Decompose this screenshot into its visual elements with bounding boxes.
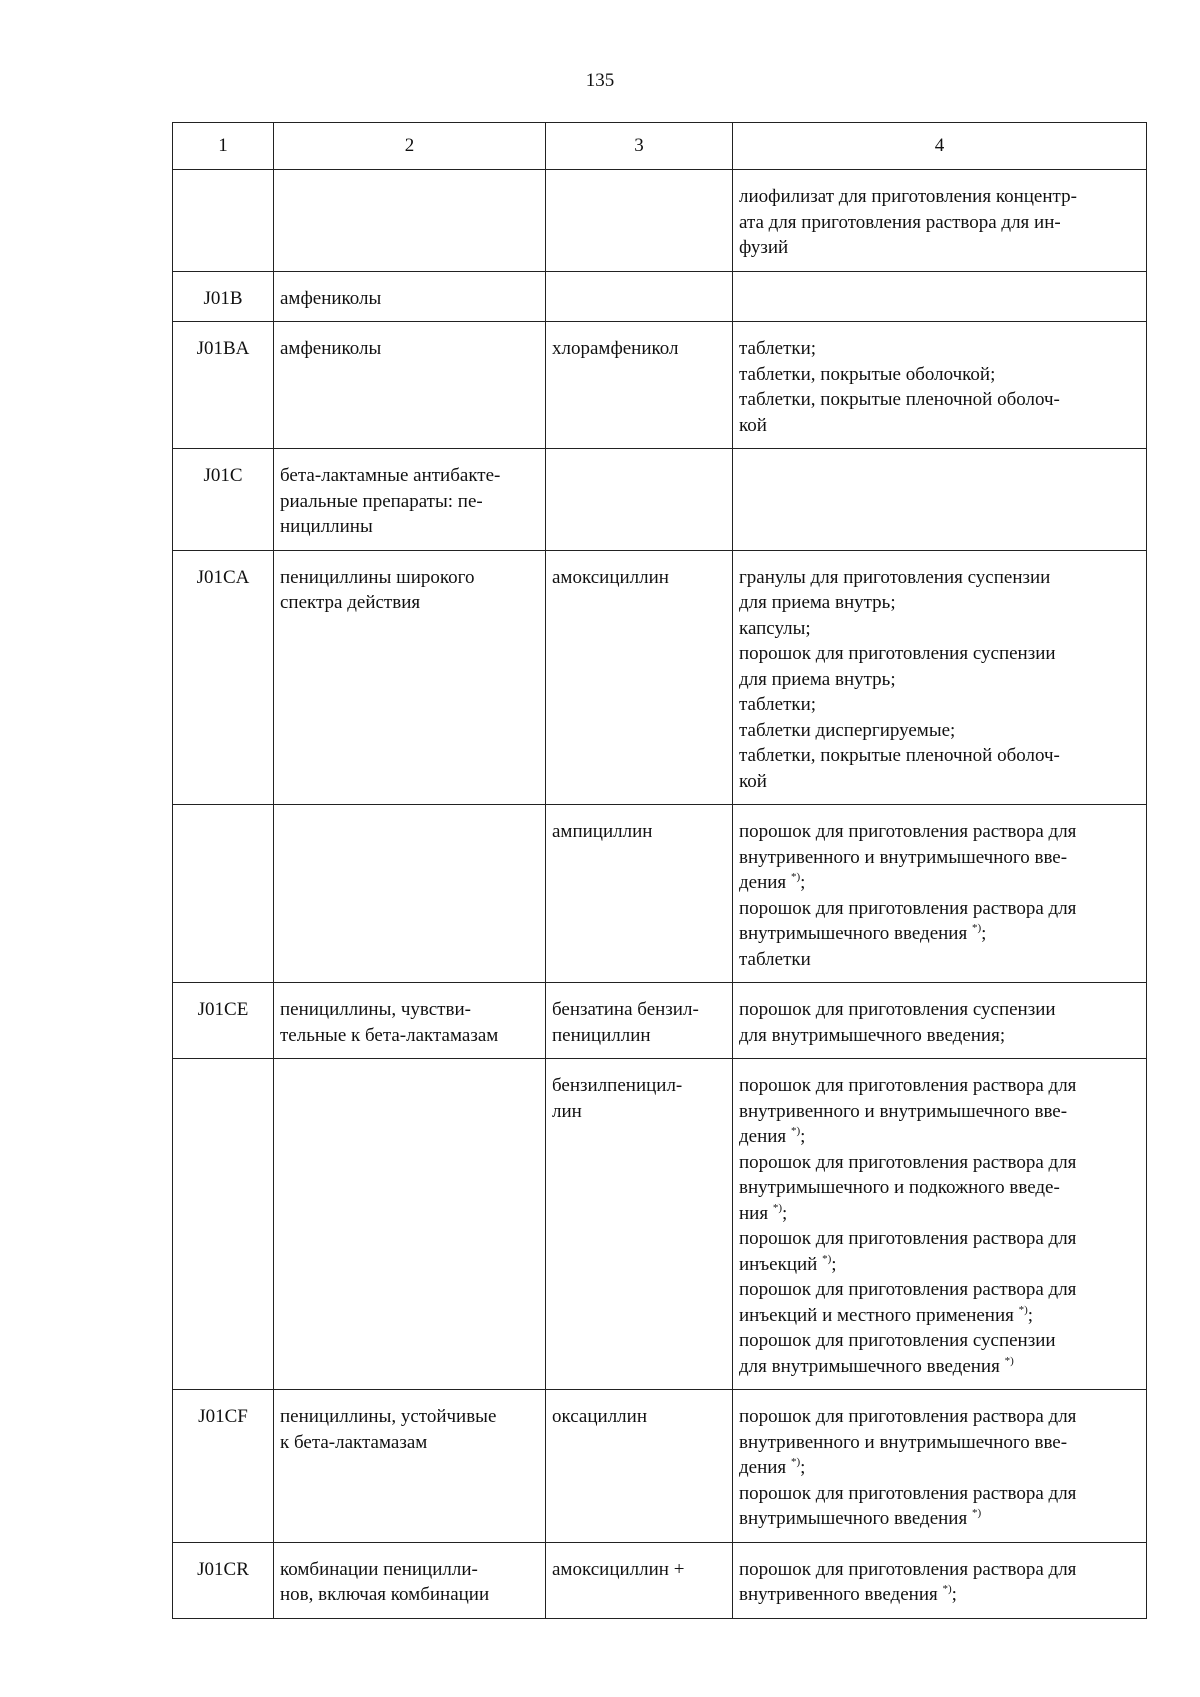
punctuation: ; <box>1027 1304 1034 1326</box>
dosage-form-text: дения <box>739 1126 791 1147</box>
dosage-form-line <box>739 616 1140 642</box>
dosage-form-text: гранулы для приготовления суспензии <box>739 566 1051 588</box>
drug-name-cell <box>546 1059 733 1390</box>
pharmacological-group-cell <box>274 805 546 983</box>
drug-name-cell-line: амоксициллин + <box>552 1558 685 1580</box>
dosage-form-line <box>739 997 1140 1023</box>
pharmacological-group-cell-line: пенициллины, устойчивые <box>280 1406 497 1427</box>
dosage-form-line <box>739 1455 1140 1481</box>
dosage-form-line <box>739 1303 1140 1329</box>
dosage-form-line <box>739 1404 1140 1430</box>
dosage-form-text: для приема внутрь; <box>739 592 896 613</box>
column-header-1: 1 <box>173 123 274 170</box>
drug-name-cell <box>546 983 733 1059</box>
dosage-form-text: дения <box>739 1457 791 1478</box>
dosage-form-text: лиофилизат для приготовления концентр- <box>739 186 1077 207</box>
dosage-form-text: таблетки, покрытые пленочной оболоч- <box>739 389 1060 410</box>
pharmacological-group-cell-line: риальные препараты: пе- <box>280 490 483 512</box>
pharmacological-group-cell-line: пенициллины, чувстви- <box>280 999 471 1020</box>
dosage-form-line <box>739 1226 1140 1252</box>
dosage-form-line <box>739 743 1140 769</box>
dosage-form-line <box>739 641 1140 667</box>
footnote-marker: *) <box>971 922 982 934</box>
dosage-form-text: внутривенного введения <box>739 1584 943 1605</box>
footnote-marker: *) <box>1004 1354 1014 1367</box>
table-row <box>173 449 1147 551</box>
dosage-form-line <box>739 1252 1140 1278</box>
dosage-form-line <box>739 718 1140 744</box>
dosage-form-line <box>739 667 1140 693</box>
drug-name-cell <box>546 449 733 551</box>
footnote-marker: *) <box>790 1125 801 1137</box>
dosage-form-text: таблетки диспергируемые; <box>739 719 956 741</box>
drug-name-cell-line: амоксициллин <box>552 566 669 588</box>
dosage-form-line <box>739 590 1140 616</box>
dosage-forms-cell <box>733 983 1147 1059</box>
drug-name-cell <box>546 550 733 805</box>
dosage-form-line <box>739 1201 1140 1227</box>
pharmacological-group-cell-line: нов, включая комбинации <box>280 1584 490 1605</box>
pharmacological-group-cell <box>274 271 546 322</box>
dosage-form-text: внутривенного и внутримышечного вве- <box>739 846 1068 868</box>
dosage-form-line <box>739 1481 1140 1507</box>
dosage-form-line <box>739 870 1140 896</box>
dosage-form-line <box>739 1150 1140 1176</box>
pharmacological-group-cell-line: к бета-лактамазам <box>280 1431 428 1453</box>
dosage-form-text: таблетки; <box>739 338 817 359</box>
dosage-form-line <box>739 769 1140 795</box>
dosage-form-text: таблетки <box>739 948 811 970</box>
drug-name-cell-line: хлорамфеникол <box>552 338 679 359</box>
drug-name-cell <box>546 322 733 449</box>
drug-name-cell <box>546 1542 733 1618</box>
dosage-forms-cell <box>733 1390 1147 1543</box>
dosage-form-line <box>739 1354 1140 1380</box>
dosage-form-text: внутримышечного и подкожного введе- <box>739 1177 1060 1198</box>
dosage-form-text: для внутримышечного введения; <box>739 1024 1006 1046</box>
dosage-form-text: порошок для приготовления раствора для <box>739 897 1077 919</box>
dosage-form-line <box>739 210 1140 236</box>
dosage-form-line <box>739 1506 1140 1532</box>
dosage-forms-cell <box>733 805 1147 983</box>
dosage-form-line <box>739 413 1140 439</box>
pharmacological-group-cell <box>274 983 546 1059</box>
pharmacological-group-cell-line: тельные к бета-лактамазам <box>280 1024 499 1046</box>
dosage-forms-cell <box>733 1059 1147 1390</box>
drug-name-cell-line: лин <box>552 1100 582 1122</box>
dosage-form-text: капсулы; <box>739 617 811 639</box>
dosage-form-line <box>739 184 1140 210</box>
pharmacological-group-cell <box>274 170 546 272</box>
drug-name-cell <box>546 1390 733 1543</box>
punctuation: ; <box>800 1126 806 1147</box>
dosage-form-line <box>739 1277 1140 1303</box>
dosage-form-text: порошок для приготовления раствора для <box>739 1279 1077 1300</box>
dosage-form-text: порошок для приготовления раствора для <box>739 1151 1077 1173</box>
dosage-form-line <box>739 1328 1140 1354</box>
dosage-form-text: порошок для приготовления суспензии <box>739 643 1056 664</box>
drug-name-cell-line: бензатина бензил- <box>552 999 699 1020</box>
dosage-forms-cell <box>733 550 1147 805</box>
pharmacological-group-cell-line: нициллины <box>280 516 373 537</box>
dosage-form-text: таблетки, покрытые оболочкой; <box>739 363 996 385</box>
dosage-form-text: таблетки; <box>739 694 817 715</box>
dosage-form-text: для внутримышечного введения <box>739 1355 1005 1377</box>
dosage-forms-cell <box>733 170 1147 272</box>
dosage-form-text: внутримышечного введения <box>739 1508 972 1529</box>
dosage-form-line <box>739 1175 1140 1201</box>
table-row <box>173 322 1147 449</box>
table-row <box>173 550 1147 805</box>
atc-code-cell: J01CF <box>173 1390 274 1543</box>
footnote-marker: *) <box>942 1583 952 1595</box>
drug-name-cell <box>546 271 733 322</box>
table-row <box>173 271 1147 322</box>
dosage-form-line <box>739 947 1140 973</box>
pharmacological-group-cell <box>274 1542 546 1618</box>
atc-code-cell <box>173 170 274 272</box>
dosage-forms-cell <box>733 322 1147 449</box>
atc-code-cell <box>173 1059 274 1390</box>
drug-name-cell-line: ампициллин <box>552 821 653 842</box>
punctuation: ; <box>800 1457 806 1478</box>
pharmacological-group-cell <box>274 449 546 551</box>
dosage-form-text: порошок для приготовления раствора для <box>739 1075 1077 1096</box>
dosage-form-line <box>739 565 1140 591</box>
dosage-form-text: фузий <box>739 237 789 258</box>
footnote-marker: *) <box>790 1456 801 1468</box>
atc-code-cell <box>173 805 274 983</box>
footnote-marker: *) <box>790 871 801 883</box>
dosage-form-text: кой <box>739 414 767 436</box>
dosage-form-line <box>739 692 1140 718</box>
dosage-form-line <box>739 1124 1140 1150</box>
table-row <box>173 1059 1147 1390</box>
table-body <box>173 170 1147 1619</box>
column-header-3: 3 <box>546 123 733 170</box>
dosage-form-text: инъекций и местного применения <box>739 1304 1019 1326</box>
pharmacological-group-cell <box>274 1390 546 1543</box>
table-header-row <box>173 123 1147 170</box>
dosage-form-text: внутривенного и внутримышечного вве- <box>739 1100 1068 1122</box>
dosage-form-text: порошок для приготовления суспензии <box>739 1330 1056 1351</box>
atc-code-cell: J01BA <box>173 322 274 449</box>
dosage-form-line <box>739 387 1140 413</box>
dosage-form-text: порошок для приготовления суспензии <box>739 999 1056 1020</box>
pharmacological-group-cell-line: комбинации пеницилли- <box>280 1558 478 1580</box>
dosage-form-text: внутривенного и внутримышечного вве- <box>739 1431 1068 1453</box>
dosage-form-line <box>739 819 1140 845</box>
dosage-form-text: порошок для приготовления раствора для <box>739 1228 1077 1249</box>
dosage-form-line <box>739 1557 1140 1583</box>
dosage-form-text: кой <box>739 770 767 792</box>
drug-name-cell-line: пенициллин <box>552 1024 651 1046</box>
dosage-form-text: ата для приготовления раствора для ин- <box>739 211 1061 233</box>
dosage-form-text: внутримышечного введения <box>739 923 972 944</box>
punctuation: ; <box>981 923 987 944</box>
footnote-marker: *) <box>772 1201 782 1214</box>
dosage-form-line <box>739 896 1140 922</box>
dosage-form-line <box>739 1430 1140 1456</box>
footnote-marker: *) <box>971 1507 982 1519</box>
footnote-marker: *) <box>1018 1303 1028 1316</box>
punctuation: ; <box>831 1253 837 1275</box>
dosage-forms-cell <box>733 271 1147 322</box>
dosage-form-line <box>739 336 1140 362</box>
dosage-form-text: ния <box>739 1202 773 1224</box>
atc-code-cell: J01B <box>173 271 274 322</box>
dosage-form-line <box>739 362 1140 388</box>
punctuation: ; <box>782 1202 788 1224</box>
table-row <box>173 983 1147 1059</box>
dosage-form-line <box>739 1073 1140 1099</box>
dosage-form-line <box>739 1582 1140 1608</box>
dosage-form-line <box>739 1023 1140 1049</box>
atc-code-cell: J01CE <box>173 983 274 1059</box>
atc-code-cell: J01CR <box>173 1542 274 1618</box>
dosage-form-text: таблетки, покрытые пленочной оболоч- <box>739 745 1060 766</box>
dosage-forms-cell <box>733 1542 1147 1618</box>
pharmacological-group-cell <box>274 550 546 805</box>
pharmacological-group-cell-line: амфениколы <box>280 338 382 359</box>
atc-code-cell: J01CA <box>173 550 274 805</box>
dosage-form-text: инъекций <box>739 1253 823 1275</box>
dosage-form-text: порошок для приготовления раствора для <box>739 1558 1077 1580</box>
dosage-forms-cell <box>733 449 1147 551</box>
footnote-marker: *) <box>822 1252 832 1265</box>
pharmacological-group-cell <box>274 1059 546 1390</box>
table-row <box>173 1390 1147 1543</box>
pharmacological-group-cell-line: пенициллины широкого <box>280 566 475 588</box>
dosage-form-text: порошок для приготовления раствора для <box>739 1406 1077 1427</box>
table-row <box>173 805 1147 983</box>
pharmacological-group-cell-line: амфениколы <box>280 287 382 309</box>
table-row <box>173 1542 1147 1618</box>
dosage-form-text: порошок для приготовления раствора для <box>739 1482 1077 1504</box>
dosage-form-line <box>739 845 1140 871</box>
page-number: 135 <box>585 70 615 91</box>
dosage-form-line <box>739 235 1140 261</box>
drug-name-cell <box>546 805 733 983</box>
punctuation: ; <box>951 1584 957 1605</box>
dosage-form-text: порошок для приготовления раствора для <box>739 821 1077 842</box>
column-header-4: 4 <box>733 123 1147 170</box>
drug-table <box>172 122 1147 1619</box>
drug-name-cell <box>546 170 733 272</box>
pharmacological-group-cell-line: спектра действия <box>280 592 421 613</box>
dosage-form-line <box>739 921 1140 947</box>
dosage-form-text: дения <box>739 872 791 893</box>
pharmacological-group-cell <box>274 322 546 449</box>
table-row <box>173 170 1147 272</box>
column-header-2: 2 <box>274 123 546 170</box>
dosage-form-text: для приема внутрь; <box>739 668 896 690</box>
drug-name-cell-line: оксациллин <box>552 1406 647 1427</box>
atc-code-cell: J01C <box>173 449 274 551</box>
punctuation: ; <box>800 872 806 893</box>
dosage-form-line <box>739 1099 1140 1125</box>
pharmacological-group-cell-line: бета-лактамные антибакте- <box>280 465 501 486</box>
drug-name-cell-line: бензилпеницил- <box>552 1075 683 1096</box>
